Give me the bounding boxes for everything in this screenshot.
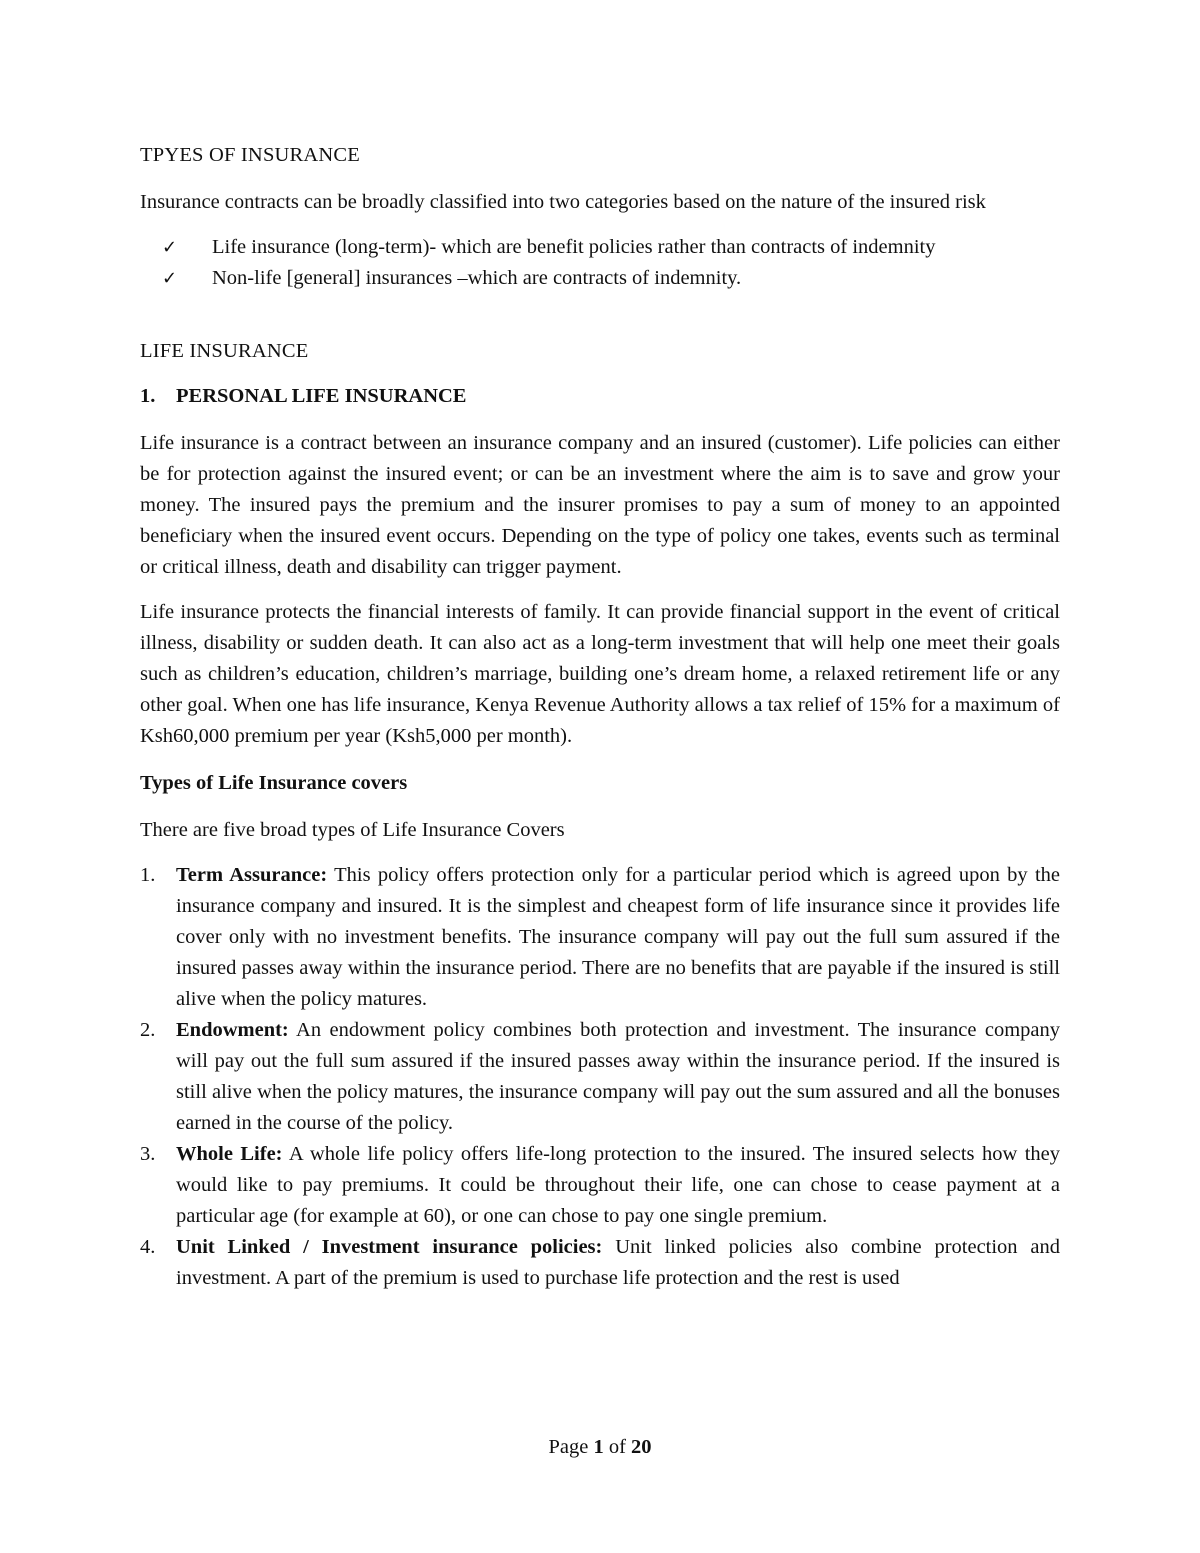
body-paragraph-1: Life insurance is a contract between an insurance company and an insured (customer). Life policies can either be for protection against the insured event; or can be an investment where the aim is to save and grow your money. The insured pays the premium and the insurer promises to pay a sum of money to an appointed beneficiary when the insured event occurs. Depending on the type of policy one takes, events such as terminal or critical illness, death and disability can trigger payment. (140, 432, 1060, 578)
cover-text: An endowment policy combines both protection and investment. The insurance company will pay out the full sum assured if the insured passes away within the insurance period. If the insured is still alive when the policy matures, the insurance company will pay out the sum assured and all the bonuses earned in the course of the policy. (176, 1019, 1060, 1134)
cover-term: Endowment: (176, 1019, 289, 1041)
check-item-text: Life insurance (long-term)- which are benefit policies rather than contracts of indemnity (212, 236, 936, 258)
page-of: of (603, 1436, 632, 1458)
page-current: 1 (593, 1436, 604, 1458)
check-list-item (140, 263, 1060, 294)
cover-term: Unit Linked / Investment insurance policies: (176, 1236, 603, 1258)
cover-list-item (140, 1232, 1060, 1294)
cover-list-item (140, 860, 1060, 1015)
check-list-item (140, 232, 1060, 263)
section-title: LIFE INSURANCE (140, 340, 309, 362)
checkmark-icon: ✓ (162, 268, 178, 289)
cover-number: 4. (140, 1236, 156, 1258)
cover-term: Whole Life: (176, 1143, 283, 1165)
subsection-number: 1. (140, 385, 156, 407)
cover-list-item (140, 1015, 1060, 1139)
cover-text: This policy offers protection only for a particular period which is agreed upon by the insurance company and insured. It is the simplest and cheapest form of life insurance since it provides life cover only with no investment benefits. The insurance company will pay out the full sum assured if the insured passes away within the insurance period. There are no benefits that are payable if the insured is still alive when the policy matures. (176, 864, 1060, 1010)
page-content (140, 140, 1060, 1294)
cover-number: 3. (140, 1143, 156, 1165)
covers-intro: There are five broad types of Life Insurance Covers (140, 819, 565, 841)
cover-term: Term Assurance: (176, 864, 328, 886)
cover-number: 2. (140, 1019, 156, 1041)
covers-list (140, 860, 1060, 1294)
category-check-list (140, 232, 1060, 294)
subsection-title: PERSONAL LIFE INSURANCE (176, 385, 467, 407)
cover-number: 1. (140, 864, 156, 886)
cover-list-item (140, 1139, 1060, 1232)
check-item-text: Non-life [general] insurances –which are contracts of indemnity. (212, 267, 742, 289)
page-total: 20 (631, 1436, 652, 1458)
cover-text: A whole life policy offers life-long protection to the insured. The insured selects how they would like to pay premiums. It could be throughout their life, one can chose to cease payment at a particular age (for example at 60), or one can chose to pay one single premium. (176, 1143, 1060, 1227)
cover-text: Unit linked policies also combine protection and investment. A part of the premium is used to purchase life protection and the rest is used (176, 1236, 1060, 1289)
body-paragraph-2: Life insurance protects the financial interests of family. It can provide financial support in the event of critical illness, disability or sudden death. It can also act as a long-term investment that will help one meet their goals such as children’s education, children’s marriage, building one’s dream home, a relaxed retirement life or any other goal. When one has life insurance, Kenya Revenue Authority allows a tax relief of 15% for a maximum of Ksh60,000 premium per year (Ksh5,000 per month). (140, 601, 1060, 747)
covers-heading: Types of Life Insurance covers (140, 772, 408, 794)
intro-paragraph: Insurance contracts can be broadly classified into two categories based on the nature of the insured risk (140, 191, 986, 213)
document-title: TPYES OF INSURANCE (140, 144, 361, 166)
checkmark-icon: ✓ (162, 237, 178, 258)
page-footer (0, 1432, 1200, 1463)
page-prefix: Page (548, 1436, 594, 1458)
subsection-heading (140, 381, 1060, 412)
